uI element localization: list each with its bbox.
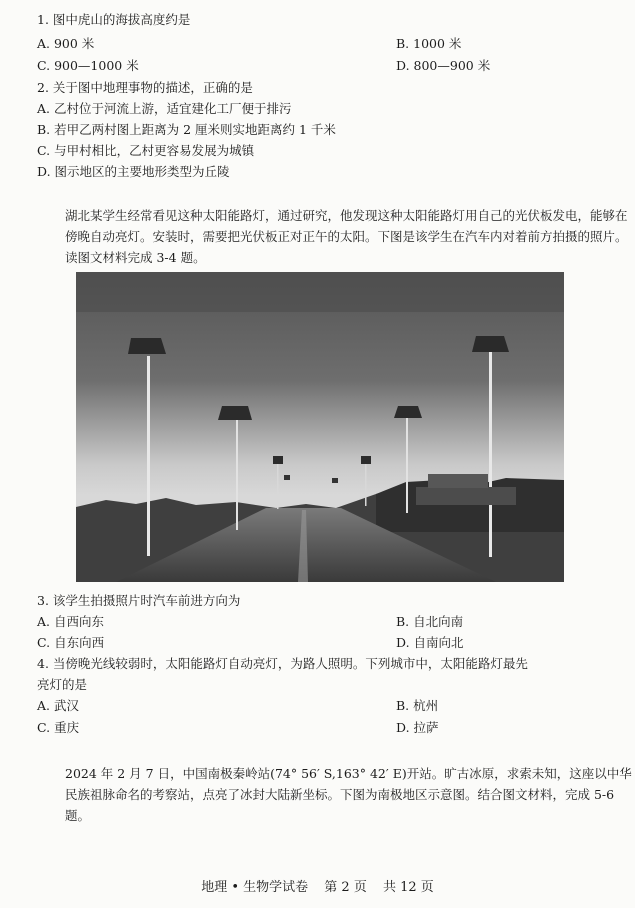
q1-stem: 1. 图中虎山的海拔高度约是 (37, 12, 191, 27)
q4-option-b: B. 杭州 (396, 698, 439, 713)
footer-page-number: 第 2 页 (324, 880, 367, 895)
q1-option-d: D. 800—900 米 (396, 58, 491, 73)
q4-option-d: D. 拉萨 (396, 720, 439, 735)
q3-stem: 3. 该学生拍摄照片时汽车前进方向为 (37, 593, 241, 608)
q3-option-c: C. 自东向西 (37, 635, 105, 650)
q1-option-b: B. 1000 米 (396, 36, 462, 51)
q4-option-a: A. 武汉 (37, 698, 79, 713)
q1-option-a: A. 900 米 (37, 36, 95, 51)
q2-option-b: B. 若甲乙两村图上距离为 2 厘米则实地距离约 1 千米 (37, 122, 336, 137)
q3-option-b: B. 自北向南 (396, 614, 464, 629)
q4-stem: 4. 当傍晚光线较弱时，太阳能路灯自动亮灯，为路人照明。下列城市中，太阳能路灯最先 (37, 656, 528, 671)
q2-option-d: D. 图示地区的主要地形类型为丘陵 (37, 164, 230, 179)
road-photo-drawing (76, 272, 564, 582)
q3-option-d: D. 自南向北 (396, 635, 464, 650)
footer-total-pages: 共 12 页 (382, 880, 434, 895)
q4-option-c: C. 重庆 (37, 720, 80, 735)
road-photo (76, 272, 564, 582)
footer-subject: 地理 • 生物学试卷 (201, 880, 309, 895)
passage-qinling-station: 2024 年 2 月 7 日，中国南极秦岭站(74° 56′ S,163° 42′ E)开站。旷古冰原，求索未知，这座以中华民族祖脉命名的考察站，点亮了冰封大陆新坐标。下图为南极地区示意图。结合图文材料，完成 5-6 题。 (65, 766, 632, 823)
q2-option-a: A. 乙村位于河流上游，适宜建化工厂便于排污 (37, 101, 292, 116)
q3-option-a: A. 自西向东 (37, 614, 104, 629)
page-footer (0, 876, 635, 895)
passage-solar-lamp: 湖北某学生经常看见这种太阳能路灯，通过研究，他发现这种太阳能路灯用自己的光伏板发电，能够在傍晚自动亮灯。安装时，需要把光伏板正对正午的太阳。下图是该学生在汽车内对着前方拍摄的照片。读图文材料完成 3-4 题。 (65, 208, 628, 265)
q2-option-c: C. 与甲村相比，乙村更容易发展为城镇 (37, 143, 255, 158)
q2-stem: 2. 关于图中地理事物的描述，正确的是 (37, 80, 253, 95)
q1-option-c: C. 900—1000 米 (37, 58, 139, 73)
q4-stem-continued: 亮灯的是 (37, 677, 88, 692)
